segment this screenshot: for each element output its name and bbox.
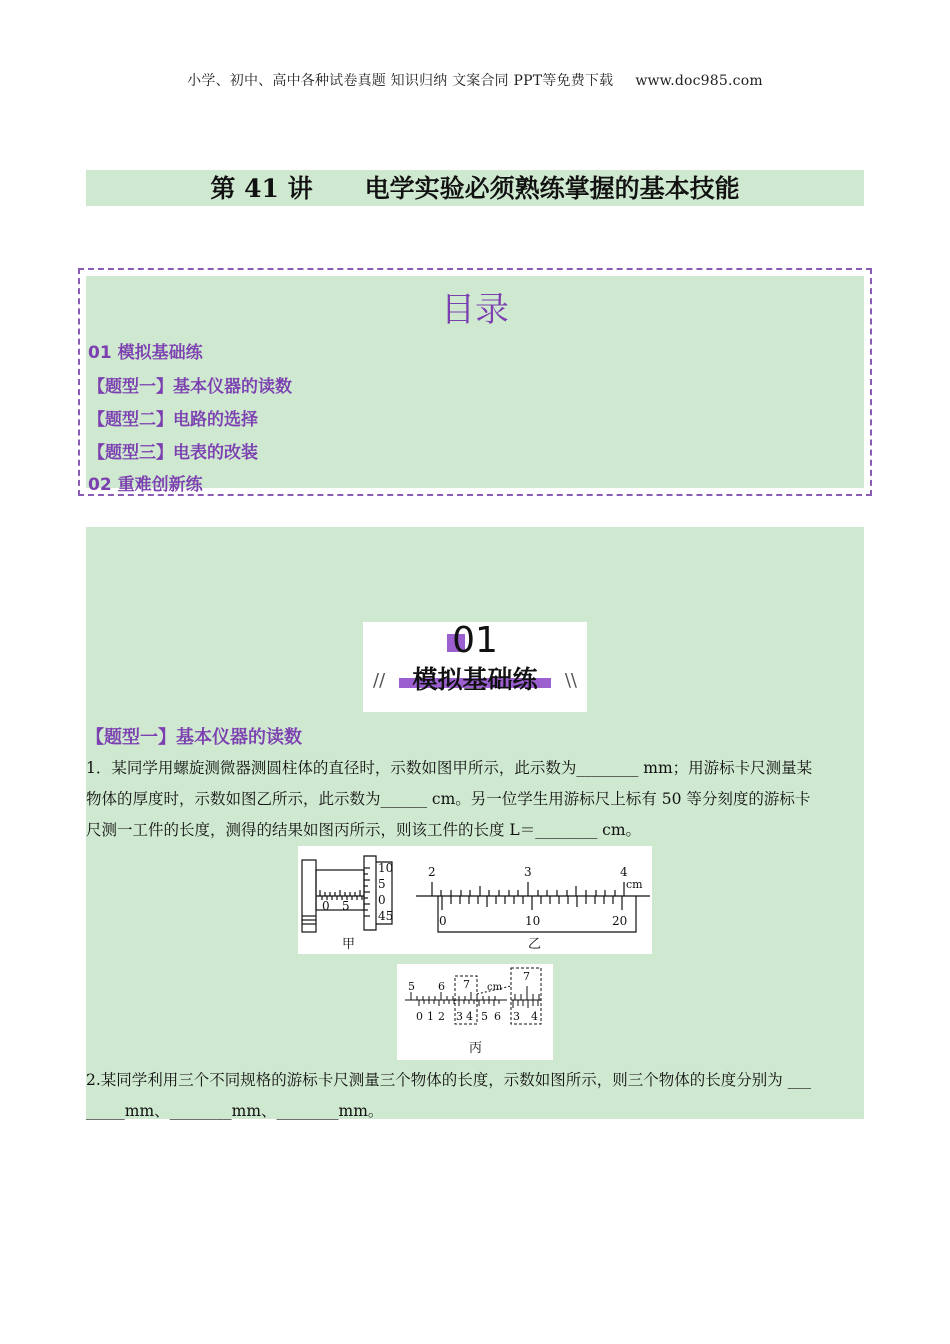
micrometer-sleeve-label: 0 <box>322 899 330 913</box>
header-url[interactable]: www.doc985.com <box>635 73 763 89</box>
zoom-vernier-label: 3 <box>513 1010 520 1023</box>
question-type-heading: 【题型一】基本仪器的读数 <box>86 727 302 748</box>
section-banner <box>363 622 587 712</box>
caliper-bing-drawing <box>405 968 541 1024</box>
toc-item[interactable]: 01 模拟基础练 <box>88 343 203 363</box>
caliper-main-label: 7 <box>463 978 470 991</box>
practice-section <box>86 527 864 1119</box>
question-1 <box>86 753 864 846</box>
question-line: _____mm、________mm、________mm。 <box>86 1102 384 1120</box>
caliper-unit-label: cm <box>626 878 643 891</box>
figure-caption-yi: 乙 <box>528 937 542 952</box>
question-line: 1．某同学用螺旋测微器测圆柱体的直径时，示数如图甲所示，此示数为________ mm；用游标卡尺测量某 <box>86 759 813 777</box>
micrometer-thimble-label: 5 <box>378 877 386 891</box>
question-line: 2.某同学利用三个不同规格的游标卡尺测量三个物体的长度，示数如图所示，则三个物体的长度分别为 ___ <box>86 1071 811 1089</box>
lecture-number: 第 41 讲 <box>210 174 313 203</box>
caliper-vernier-label: 6 <box>494 1010 501 1023</box>
toc-item[interactable]: 【题型一】基本仪器的读数 <box>88 377 292 397</box>
micrometer-sleeve-label: 5 <box>342 899 350 913</box>
caliper-unit-label: cm <box>487 982 503 993</box>
banner-label: 模拟基础练 <box>412 665 538 694</box>
toc-item[interactable]: 【题型三】电表的改装 <box>88 443 258 463</box>
caliper-vernier-label: 1 <box>427 1010 434 1023</box>
micrometer-thimble-label: 10 <box>378 861 394 875</box>
toc-item[interactable]: 【题型二】电路的选择 <box>88 410 258 430</box>
figure-caption-bing: 丙 <box>469 1041 483 1056</box>
caliper-vernier-label: 2 <box>438 1010 445 1023</box>
banner-right-mark: \\ <box>564 670 577 691</box>
toc-item[interactable]: 02 重难创新练 <box>88 475 203 495</box>
question-line: 尺测一工件的长度，测得的结果如图丙所示，则该工件的长度 L＝________ cm。 <box>86 821 642 839</box>
page-header <box>0 70 950 90</box>
caliper-vernier-label: 10 <box>525 914 541 928</box>
zoom-main-label: 7 <box>523 970 530 983</box>
caliper-main-label: 4 <box>620 865 628 879</box>
caliper-main-label: 2 <box>428 865 436 879</box>
zoom-vernier-label: 4 <box>531 1010 538 1023</box>
figure-jia-yi <box>298 846 652 954</box>
caliper-main-label: 6 <box>438 980 445 993</box>
caliper-vernier-label: 0 <box>416 1010 423 1023</box>
caliper-vernier-label: 3 <box>456 1010 463 1023</box>
header-text: 小学、初中、高中各种试卷真题 知识归纳 文案合同 PPT等免费下载 <box>187 73 614 89</box>
page-title <box>86 170 864 206</box>
question-line: 物体的厚度时，示数如图乙所示，此示数为______ cm。另一位学生用游标尺上标有 50 等分刻度的游标卡 <box>86 790 811 808</box>
toc-heading: 目录 <box>441 290 509 330</box>
micrometer-thimble-label: 45 <box>378 909 394 923</box>
question-2 <box>86 1065 864 1127</box>
table-of-contents <box>78 268 872 496</box>
caliper-main-label: 5 <box>408 980 415 993</box>
figure-bing <box>397 964 553 1060</box>
banner-left-mark: // <box>373 670 386 691</box>
caliper-vernier-label: 0 <box>439 914 447 928</box>
caliper-vernier-label: 5 <box>481 1010 488 1023</box>
caliper-vernier-label: 20 <box>612 914 628 928</box>
figure-caption-jia: 甲 <box>342 937 356 952</box>
caliper-vernier-label: 4 <box>466 1010 473 1023</box>
micrometer-thimble-label: 0 <box>378 893 386 907</box>
caliper-main-label: 3 <box>524 865 532 879</box>
lecture-title: 电学实验必须熟练掌握的基本技能 <box>364 174 740 203</box>
banner-number: 01 <box>452 620 498 661</box>
